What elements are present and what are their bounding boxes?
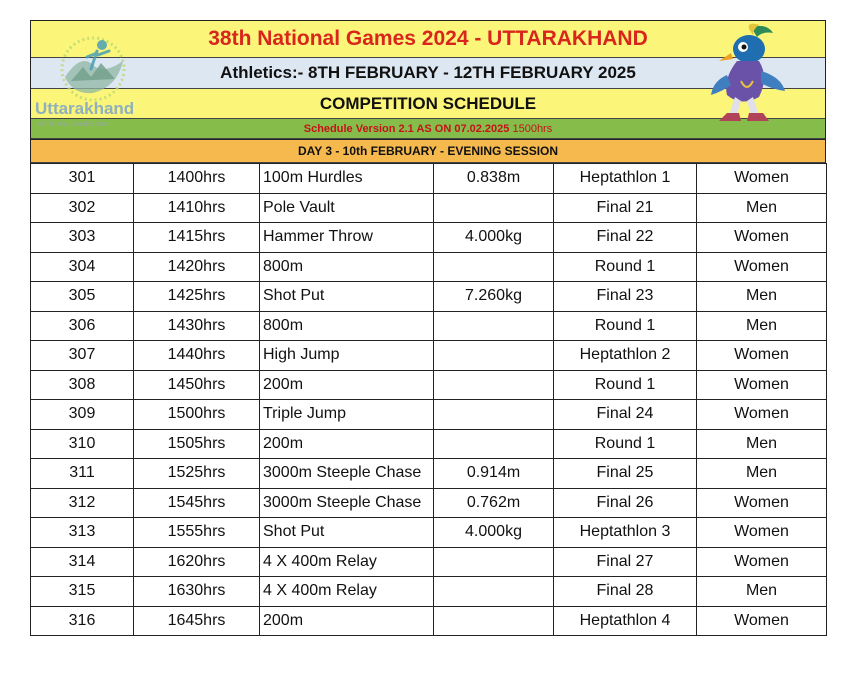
version-text: Schedule Version 2.1 AS ON 07.02.2025 xyxy=(303,122,510,135)
event-number-cell: 315 xyxy=(31,577,134,607)
gender-cell: Women xyxy=(697,606,827,636)
event-number-cell: 301 xyxy=(31,164,134,194)
round-cell: Heptathlon 3 xyxy=(554,518,697,548)
table-row xyxy=(31,282,827,312)
national-games-logo xyxy=(31,31,159,131)
event-number-cell: 311 xyxy=(31,459,134,489)
round-cell: Final 25 xyxy=(554,459,697,489)
gender-cell: Women xyxy=(697,488,827,518)
event-time-cell: 1410hrs xyxy=(134,193,260,223)
gender-cell: Women xyxy=(697,370,827,400)
event-time-cell: 1440hrs xyxy=(134,341,260,371)
event-time-cell: 1555hrs xyxy=(134,518,260,548)
event-name-cell: 200m xyxy=(260,429,434,459)
event-time-cell: 1525hrs xyxy=(134,459,260,489)
mascot-image xyxy=(707,23,787,131)
table-row xyxy=(31,547,827,577)
round-cell: Heptathlon 2 xyxy=(554,341,697,371)
schedule-title: COMPETITION SCHEDULE xyxy=(319,93,537,113)
event-number-cell: 313 xyxy=(31,518,134,548)
mascot-bird-icon xyxy=(711,24,785,121)
implement-spec-cell: 4.000kg xyxy=(434,518,554,548)
implement-spec-cell xyxy=(434,341,554,371)
event-name-cell: 200m xyxy=(260,606,434,636)
implement-spec-cell xyxy=(434,193,554,223)
event-name-cell: 200m xyxy=(260,370,434,400)
event-number-cell: 314 xyxy=(31,547,134,577)
implement-spec-cell xyxy=(434,606,554,636)
event-name-cell: 800m xyxy=(260,311,434,341)
gender-cell: Women xyxy=(697,252,827,282)
gender-cell: Women xyxy=(697,223,827,253)
event-number-cell: 309 xyxy=(31,400,134,430)
event-name-cell: Hammer Throw xyxy=(260,223,434,253)
round-cell: Heptathlon 1 xyxy=(554,164,697,194)
table-row xyxy=(31,518,827,548)
gender-cell: Men xyxy=(697,577,827,607)
event-time-cell: 1400hrs xyxy=(134,164,260,194)
event-time-cell: 1505hrs xyxy=(134,429,260,459)
event-name-cell: 3000m Steeple Chase xyxy=(260,488,434,518)
logo-wordmark: Uttarakhand xyxy=(35,99,135,118)
table-row xyxy=(31,429,827,459)
implement-spec-cell xyxy=(434,577,554,607)
schedule-table-body xyxy=(31,164,827,636)
event-number-cell: 306 xyxy=(31,311,134,341)
event-number-cell: 310 xyxy=(31,429,134,459)
event-time-cell: 1645hrs xyxy=(134,606,260,636)
event-number-cell: 305 xyxy=(31,282,134,312)
round-cell: Round 1 xyxy=(554,252,697,282)
gender-cell: Men xyxy=(697,429,827,459)
table-row xyxy=(31,400,827,430)
version-time: 1500hrs xyxy=(512,122,553,135)
round-cell: Final 28 xyxy=(554,577,697,607)
gender-cell: Men xyxy=(697,311,827,341)
implement-spec-cell xyxy=(434,252,554,282)
table-row xyxy=(31,193,827,223)
implement-spec-cell xyxy=(434,311,554,341)
session-title: DAY 3 - 10th FEBRUARY - EVENING SESSION xyxy=(297,144,559,158)
table-row xyxy=(31,606,827,636)
table-row xyxy=(31,341,827,371)
schedule-table xyxy=(30,163,827,636)
event-number-cell: 302 xyxy=(31,193,134,223)
implement-spec-cell: 4.000kg xyxy=(434,223,554,253)
page-title: 38th National Games 2024 - UTTARAKHAND xyxy=(208,27,648,50)
event-name-cell: Shot Put xyxy=(260,518,434,548)
event-time-cell: 1500hrs xyxy=(134,400,260,430)
table-row xyxy=(31,223,827,253)
event-name-cell: Shot Put xyxy=(260,282,434,312)
event-name-cell: 3000m Steeple Chase xyxy=(260,459,434,489)
table-row xyxy=(31,164,827,194)
event-name-cell: 4 X 400m Relay xyxy=(260,577,434,607)
round-cell: Heptathlon 4 xyxy=(554,606,697,636)
event-time-cell: 1425hrs xyxy=(134,282,260,312)
table-row xyxy=(31,488,827,518)
implement-spec-cell: 0.914m xyxy=(434,459,554,489)
schedule-sheet xyxy=(30,20,826,636)
round-cell: Round 1 xyxy=(554,370,697,400)
round-cell: Final 26 xyxy=(554,488,697,518)
event-number-cell: 316 xyxy=(31,606,134,636)
implement-spec-cell xyxy=(434,429,554,459)
round-cell: Round 1 xyxy=(554,429,697,459)
table-row xyxy=(31,370,827,400)
gender-cell: Women xyxy=(697,164,827,194)
event-time-cell: 1620hrs xyxy=(134,547,260,577)
gender-cell: Women xyxy=(697,341,827,371)
implement-spec-cell: 7.260kg xyxy=(434,282,554,312)
round-cell: Round 1 xyxy=(554,311,697,341)
round-cell: Final 22 xyxy=(554,223,697,253)
event-time-cell: 1630hrs xyxy=(134,577,260,607)
logo-emblem-icon xyxy=(62,38,124,100)
event-time-cell: 1450hrs xyxy=(134,370,260,400)
gender-cell: Men xyxy=(697,459,827,489)
gender-cell: Men xyxy=(697,282,827,312)
event-number-cell: 304 xyxy=(31,252,134,282)
event-name-cell: 100m Hurdles xyxy=(260,164,434,194)
round-cell: Final 23 xyxy=(554,282,697,312)
schedule-version xyxy=(304,123,552,135)
event-name-cell: Pole Vault xyxy=(260,193,434,223)
table-row xyxy=(31,459,827,489)
event-time-cell: 1545hrs xyxy=(134,488,260,518)
table-row xyxy=(31,577,827,607)
gender-cell: Women xyxy=(697,518,827,548)
event-time-cell: 1415hrs xyxy=(134,223,260,253)
event-number-cell: 307 xyxy=(31,341,134,371)
event-name-cell: High Jump xyxy=(260,341,434,371)
implement-spec-cell xyxy=(434,370,554,400)
implement-spec-cell xyxy=(434,400,554,430)
round-cell: Final 27 xyxy=(554,547,697,577)
round-cell: Final 21 xyxy=(554,193,697,223)
event-name-cell: Triple Jump xyxy=(260,400,434,430)
event-time-cell: 1420hrs xyxy=(134,252,260,282)
event-name-cell: 800m xyxy=(260,252,434,282)
table-row xyxy=(31,311,827,341)
schedule-header xyxy=(30,20,826,163)
table-row xyxy=(31,252,827,282)
event-number-cell: 303 xyxy=(31,223,134,253)
event-dates: Athletics:- 8TH FEBRUARY - 12TH FEBRUARY 2025 xyxy=(220,63,636,82)
implement-spec-cell: 0.762m xyxy=(434,488,554,518)
event-time-cell: 1430hrs xyxy=(134,311,260,341)
event-number-cell: 308 xyxy=(31,370,134,400)
implement-spec-cell xyxy=(434,547,554,577)
implement-spec-cell: 0.838m xyxy=(434,164,554,194)
logo-subtext: NATIONAL GAMES 2024 xyxy=(37,121,111,128)
session-band xyxy=(31,139,825,163)
gender-cell: Women xyxy=(697,400,827,430)
round-cell: Final 24 xyxy=(554,400,697,430)
gender-cell: Men xyxy=(697,193,827,223)
event-number-cell: 312 xyxy=(31,488,134,518)
event-name-cell: 4 X 400m Relay xyxy=(260,547,434,577)
gender-cell: Women xyxy=(697,547,827,577)
